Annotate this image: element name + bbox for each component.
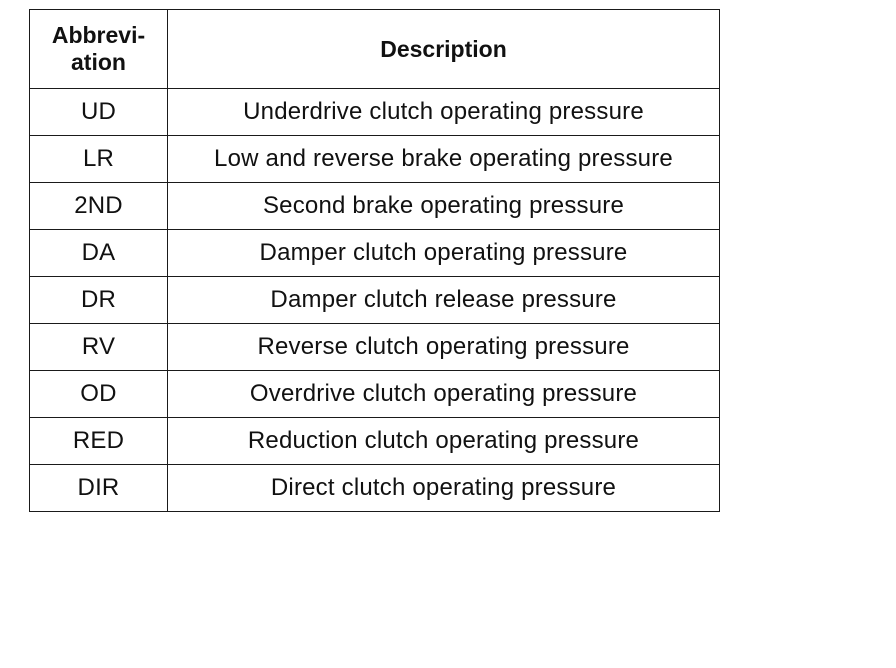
table-row xyxy=(30,465,720,512)
abbreviation-column-header xyxy=(30,10,168,89)
table-row xyxy=(30,183,720,230)
description-cell: Direct clutch operating pressure xyxy=(168,465,720,512)
table-row xyxy=(30,324,720,371)
table-body xyxy=(30,89,720,512)
description-cell: Damper clutch operating pressure xyxy=(168,230,720,277)
abbreviation-cell: RED xyxy=(30,418,168,465)
abbreviation-cell: OD xyxy=(30,371,168,418)
table-row xyxy=(30,418,720,465)
abbreviation-cell: LR xyxy=(30,136,168,183)
description-cell: Damper clutch release pressure xyxy=(168,277,720,324)
table-header xyxy=(30,10,720,89)
abbreviation-cell: 2ND xyxy=(30,183,168,230)
abbreviation-cell: DIR xyxy=(30,465,168,512)
description-cell: Low and reverse brake operating pressure xyxy=(168,136,720,183)
abbreviation-cell: DA xyxy=(30,230,168,277)
table-row xyxy=(30,89,720,136)
description-cell: Reduction clutch operating pressure xyxy=(168,418,720,465)
table-row xyxy=(30,136,720,183)
abbreviation-cell: RV xyxy=(30,324,168,371)
description-column-header: Description xyxy=(168,10,720,89)
abbreviation-cell: DR xyxy=(30,277,168,324)
description-cell: Overdrive clutch operating pressure xyxy=(168,371,720,418)
abbreviation-cell: UD xyxy=(30,89,168,136)
description-cell: Reverse clutch operating pressure xyxy=(168,324,720,371)
header-row xyxy=(30,10,720,89)
table-row xyxy=(30,371,720,418)
description-cell: Second brake operating pressure xyxy=(168,183,720,230)
description-cell: Underdrive clutch operating pressure xyxy=(168,89,720,136)
abbreviation-table xyxy=(29,9,720,512)
abbreviation-table-container xyxy=(29,9,719,512)
abbreviation-header-label: Abbrevi- ation xyxy=(51,22,146,75)
table-row xyxy=(30,230,720,277)
table-row xyxy=(30,277,720,324)
